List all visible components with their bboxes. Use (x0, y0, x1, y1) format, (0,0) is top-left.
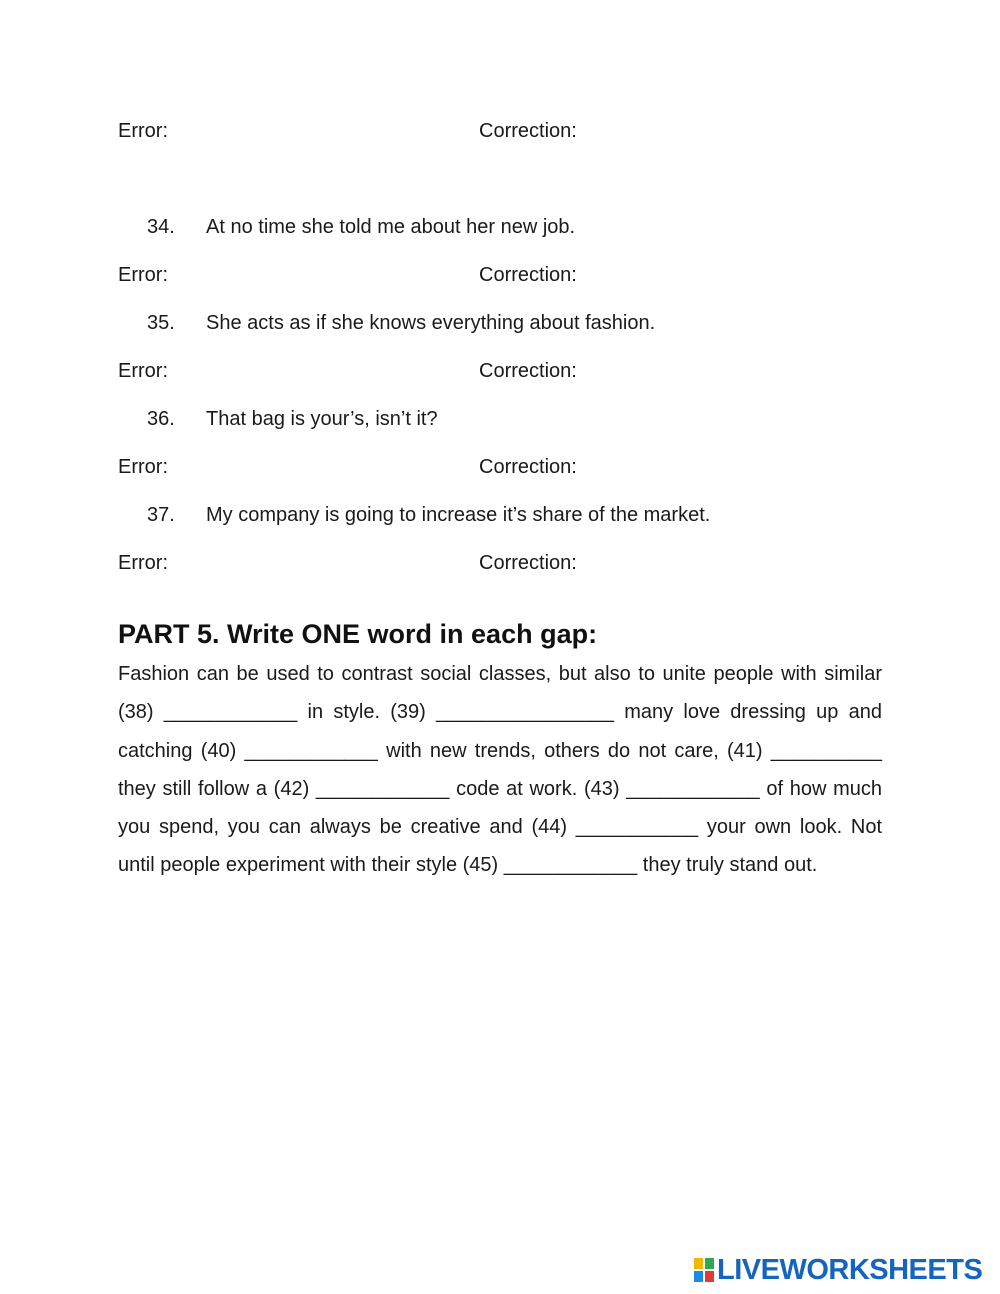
error-label: Error: (118, 456, 168, 478)
correction-label: Correction: (479, 552, 577, 574)
error-label: Error: (118, 264, 168, 286)
question-number: 35. (147, 312, 175, 334)
error-label: Error: (118, 120, 168, 142)
logo-mark-icon (693, 1257, 715, 1283)
section-heading: PART 5. Write ONE word in each gap: (118, 619, 598, 649)
question-number: 34. (147, 216, 175, 238)
question-number: 36. (147, 408, 175, 430)
gap-fill-passage: Fashion can be used to contrast social classes, but also to unite people with similar (38) ____________ in style. (39) ________________ many love dressing up and catching (40) ____________ with new trends, others do not care, (41) __________ they still follow a (42) ____________ code at work. (43) ____________ of how much you spend, you can always be creative and (44) ___________ your own look. Not until people experiment with their style (45) ____________ they truly stand out. (118, 663, 882, 877)
question-text: My company is going to increase it’s share of the market. (206, 504, 711, 526)
question-text: That bag is your’s, isn’t it? (206, 408, 438, 430)
correction-label: Correction: (479, 456, 577, 478)
error-label: Error: (118, 552, 168, 574)
correction-label: Correction: (479, 264, 577, 286)
error-label: Error: (118, 360, 168, 382)
liveworksheets-logo (693, 1254, 982, 1286)
question-number: 37. (147, 504, 175, 526)
logo-text: LIVEWORKSHEETS (717, 1254, 983, 1286)
question-text: She acts as if she knows everything about fashion. (206, 312, 656, 334)
correction-label: Correction: (479, 120, 577, 142)
question-text: At no time she told me about her new job. (206, 216, 576, 238)
correction-label: Correction: (479, 360, 577, 382)
